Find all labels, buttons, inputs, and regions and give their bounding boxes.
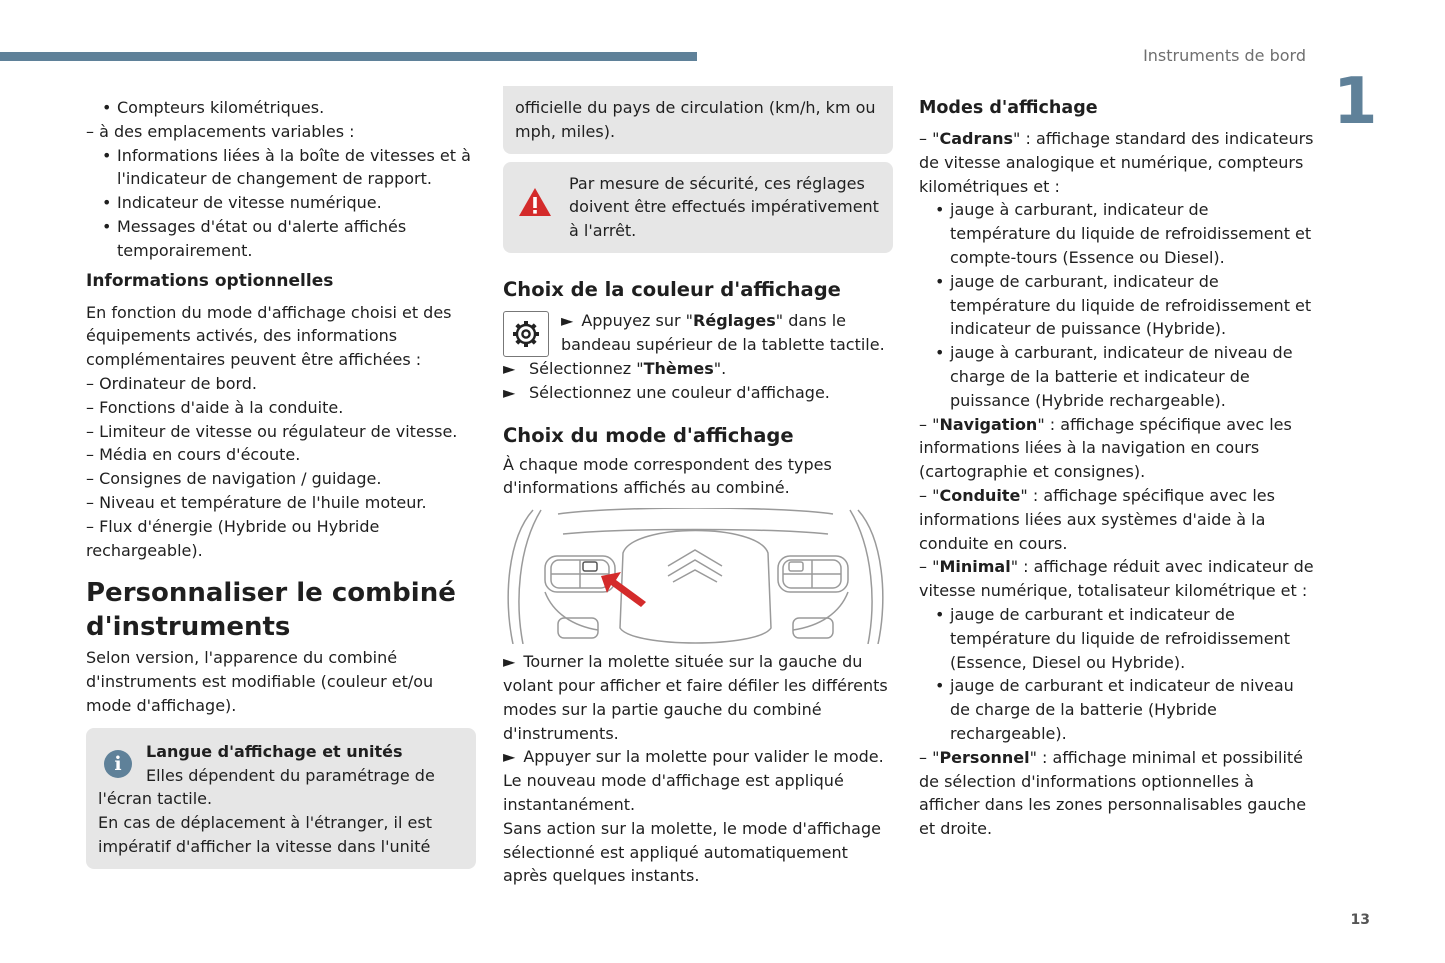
arrow-bullet-icon: ► [503,358,516,378]
bullet-item: • Compteurs kilométriques. [86,96,476,120]
optional-info-intro: En fonction du mode d'affichage choisi et des équipements activés, des informations complémentaires peuvent être affichées : [86,302,452,370]
mode-choice-heading: Choix du mode d'affichage [503,423,794,447]
header-accent-bar [0,52,697,61]
optional-info-heading: Informations optionnelles [86,270,334,291]
bullet-item: • Messages d'état ou d'alerte affichés temporairement. [86,215,476,263]
mode-cadrans: – "Cadrans" : affichage standard des indicateurs de vitesse analogique et numérique, compteurs kilométriques et : [919,129,1314,196]
settings-gear-icon [503,311,549,357]
step-1: ► Appuyez sur "Réglages" dans le bandeau supérieur de la tablette tactile. [561,310,885,354]
section-title: Instruments de bord [1143,46,1306,65]
column-3 [919,96,1314,841]
mode-minimal: – "Minimal" : affichage réduit avec indicateur de vitesse numérique, totalisateur kilométrique et : [919,557,1314,601]
arrow-bullet-icon: ► [503,747,516,767]
info-box-text: En cas de déplacement à l'étranger, il est impératif d'afficher la vitesse dans l'unité [98,813,432,856]
color-steps [503,309,893,357]
info-box-heading: Langue d'affichage et unités [146,741,403,761]
column-1 [86,96,476,869]
chapter-number: 1 [1333,65,1378,139]
instruction-3: Le nouveau mode d'affichage est appliqué instantanément. [503,771,844,814]
page-number: 13 [1350,912,1370,928]
dash-item: – Flux d'énergie (Hybride ou Hybride rechargeable). [86,516,380,560]
mode-personnel: – "Personnel" : affichage minimal et possibilité de sélection d'informations optionnelles à afficher dans les zones personnalisables gauche et droite. [919,747,1307,839]
instruction-2: ► Appuyer sur la molette pour valider le mode. [503,747,884,767]
dash-item: – Média en cours d'écoute. [86,445,301,465]
mode-intro: À chaque mode correspondent des types d'informations affichés au combiné. [503,454,832,498]
instruction-4: Sans action sur la molette, le mode d'affichage sélectionné est appliqué automatiquement après quelques instants. [503,818,881,886]
bullet-item: • Indicateur de vitesse numérique. [86,191,476,215]
bullet-item: • jauge à carburant, indicateur de température du liquide de refroidissement et compte-tours (Essence ou Diesel). [919,198,1314,269]
steering-wheel-illustration [503,508,888,644]
bullet-item: • jauge de carburant et indicateur de température du liquide de refroidissement (Essence, Diesel ou Hybride). [919,603,1314,674]
step-3: ► Sélectionnez une couleur d'affichage. [503,381,893,405]
dash-item: – Niveau et température de l'huile moteur. [86,492,427,512]
dash-item: – Limiteur de vitesse ou régulateur de vitesse. [86,421,458,441]
info-box-continued [503,86,893,154]
mode-navigation: – "Navigation" : affichage spécifique avec les informations liées à la navigation en cours (cartographie et consignes). [919,414,1292,482]
mode-conduite: – "Conduite" : affichage spécifique avec les informations liées aux systèmes d'aide à la conduite en cours. [919,485,1275,553]
info-box [86,728,476,869]
display-modes-heading: Modes d'affichage [919,98,1098,118]
bullet-item: • jauge de carburant et indicateur de niveau de charge de la batterie (Hybride rechargeable). [919,674,1314,745]
info-box-text: officielle du pays de circulation (km/h, km ou mph, miles). [515,98,876,141]
dash-item: – Consignes de navigation / guidage. [86,469,382,489]
column-2 [503,86,893,888]
arrow-bullet-icon: ► [503,652,516,672]
bullet-item: • jauge de carburant, indicateur de température du liquide de refroidissement et indicateur de puissance (Hybride). [919,270,1314,341]
warning-box [503,162,893,253]
info-icon: i [104,750,132,778]
info-box-text: Elles dépendent du paramétrage de l'écran tactile. [98,765,435,809]
bullet-item: • Informations liées à la boîte de vitesses et à l'indicateur de changement de rapport. [86,144,476,192]
instruction-1: ► Tourner la molette située sur la gauche du volant pour afficher et faire défiler les différents modes sur la partie gauche du combiné d'instruments. [503,652,888,743]
dash-item: – Ordinateur de bord. [86,373,258,393]
dash-item: – Fonctions d'aide à la conduite. [86,397,344,417]
warning-text: Par mesure de sécurité, ces réglages doivent être effectués impérativement à l'arrêt. [569,173,879,241]
arrow-bullet-icon: ► [503,382,516,402]
color-choice-heading: Choix de la couleur d'affichage [503,277,841,301]
arrow-bullet-icon: ► [561,310,574,330]
dash-item: – à des emplacements variables : [86,121,355,141]
warning-icon [517,186,557,222]
step-2: ► Sélectionnez "Thèmes". [503,357,893,381]
main-intro: Selon version, l'apparence du combiné d'instruments est modifiable (couleur et/ou mode d'affichage). [86,648,434,715]
bullet-item: • jauge à carburant, indicateur de niveau de charge de la batterie et indicateur de puissance (Hybride rechargeable). [919,341,1314,412]
main-heading: Personnaliser le combiné d'instruments [86,578,456,643]
